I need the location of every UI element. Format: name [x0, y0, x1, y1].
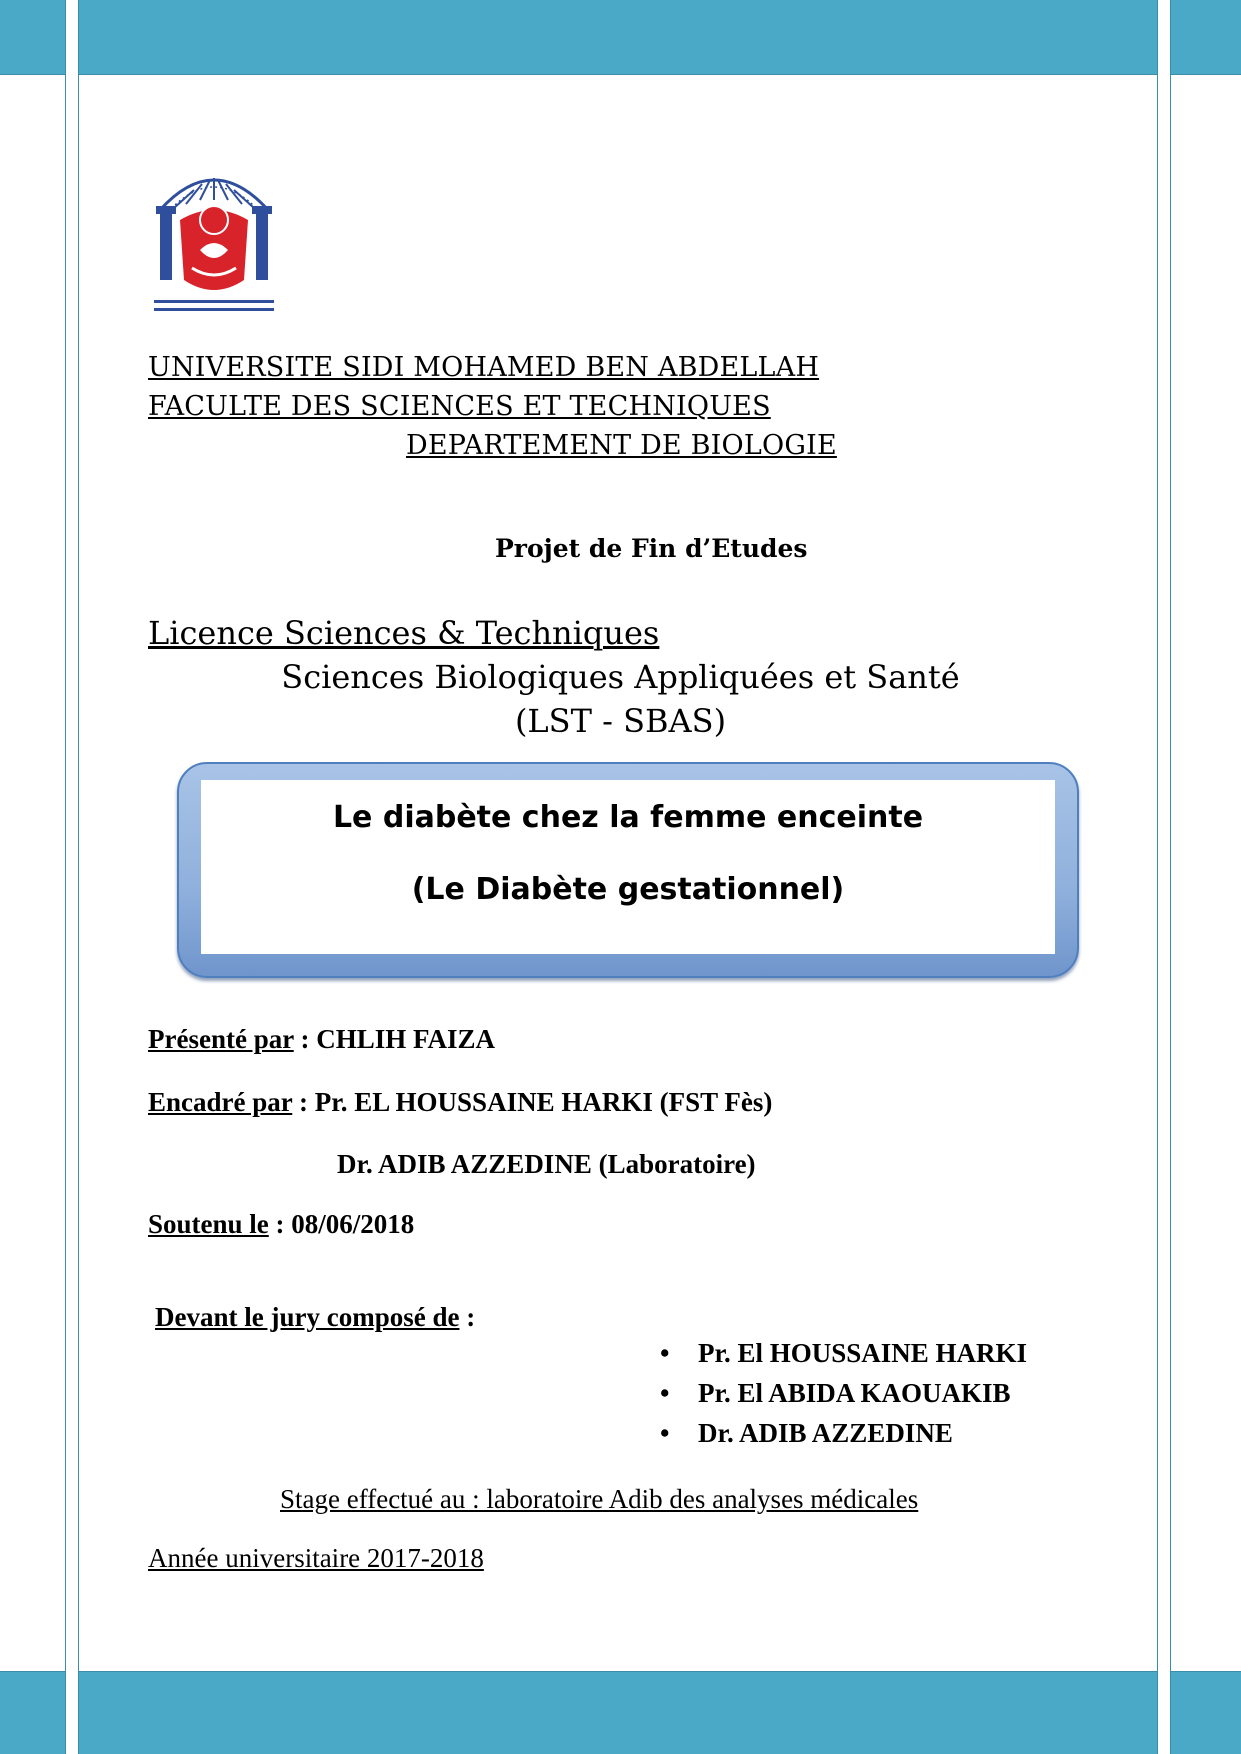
thesis-title-box: [177, 762, 1079, 978]
jury-heading-label: Devant le jury composé de: [155, 1302, 460, 1332]
presented-by-value: CHLIH FAIZA: [316, 1024, 495, 1054]
supervised-by-label: Encadré par: [148, 1087, 293, 1117]
supervisor-2: Dr. ADIB AZZEDINE (Laboratoire): [337, 1149, 756, 1179]
jury-list: [660, 1338, 1027, 1458]
thesis-title: Le diabète chez la femme enceinte: [332, 800, 924, 835]
bottom-color-band: [0, 1671, 1241, 1754]
jury-member: • Dr. ADIB AZZEDINE: [660, 1418, 1027, 1458]
jury-heading: [155, 1302, 475, 1333]
supervised-by-separator: :: [292, 1087, 315, 1117]
department-name: DEPARTEMENT DE BIOLOGIE: [406, 430, 837, 461]
university-logo: [140, 150, 288, 325]
frame-rule-bottom: [0, 1671, 1241, 1672]
presented-by-separator: :: [293, 1024, 317, 1054]
presented-by-label: Présenté par: [148, 1024, 294, 1054]
degree-program: Sciences Biologiques Appliquées et Santé: [281, 658, 960, 696]
defense-date-label: Soutenu le: [148, 1209, 269, 1239]
jury-heading-separator: :: [459, 1302, 476, 1332]
defense-date: [148, 1209, 414, 1240]
project-type: Projet de Fin d’Etudes: [495, 534, 808, 563]
defense-date-value: 08/06/2018: [291, 1209, 415, 1239]
defense-date-separator: :: [268, 1209, 292, 1239]
degree-acronym: (LST - SBAS): [514, 702, 727, 740]
supervisor-1: Pr. EL HOUSSAINE HARKI (FST Fès): [314, 1087, 773, 1117]
top-color-band: [0, 0, 1241, 74]
presented-by: [148, 1024, 495, 1055]
internship-location: Stage effectué au : laboratoire Adib des analyses médicales: [280, 1484, 919, 1514]
degree-name: Licence Sciences & Techniques: [148, 614, 660, 652]
frame-rule-top: [0, 74, 1241, 75]
university-name: UNIVERSITE SIDI MOHAMED BEN ABDELLAH: [148, 352, 820, 383]
faculty-name: FACULTE DES SCIENCES ET TECHNIQUES: [148, 391, 771, 422]
frame-border-right: [1157, 0, 1171, 1754]
jury-member: • Pr. El ABIDA KAOUAKIB: [660, 1378, 1027, 1418]
frame-border-left: [65, 0, 79, 1754]
academic-year: Année universitaire 2017-2018: [148, 1543, 484, 1573]
supervised-by: [148, 1087, 772, 1118]
thesis-subtitle: (Le Diabète gestationnel): [411, 872, 845, 907]
jury-member: • Pr. El HOUSSAINE HARKI: [660, 1338, 1027, 1378]
